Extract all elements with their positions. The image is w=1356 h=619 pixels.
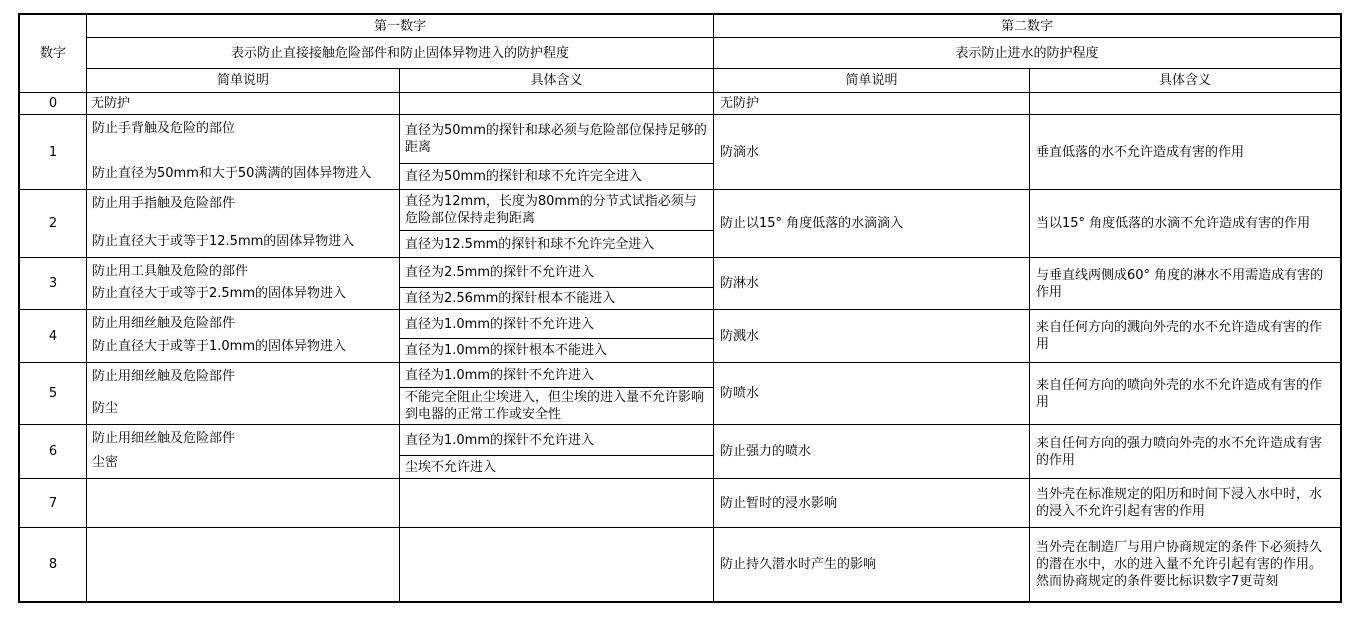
cell-text: 防止手背触及危险的部位 — [92, 121, 236, 136]
row-6-right-simple: 防止强力的喷水 — [714, 425, 1030, 479]
cell-text: 直径为50mm的探针和球必须与危险部位保持足够的距离 — [400, 115, 713, 164]
row-0-number: 0 — [20, 93, 87, 115]
cell-text: 不能完全阻止尘埃进入，但尘埃的进入量不允许影响到电器的正常工作或安全性 — [405, 390, 705, 422]
cell-text: 防止用手指触及危险部件 — [92, 196, 236, 211]
cell-text: 防止用细丝触及危险部件 — [92, 431, 236, 446]
row-8-right-meaning: 当外壳在制造厂与用户协商规定的条件下必须持久的潜在水中，水的进入量不允许引起有害的作用。然而协商规定的条件要比标识数字7更苛刻 — [1036, 540, 1323, 589]
row-1-left-simple — [87, 115, 400, 190]
cell-text: 尘密 — [92, 455, 119, 470]
header-second-digit-subtitle: 表示防止进水的防护程度 — [714, 38, 1340, 69]
row-7-number: 7 — [20, 479, 87, 528]
row-6-left-simple — [87, 425, 400, 479]
row-8-right-simple: 防止持久潜水时产生的影响 — [714, 528, 1030, 601]
row-5-left-meaning — [400, 363, 714, 425]
row-2-right-meaning: 当以15° 角度低落的水滴不允许造成有害的作用 — [1030, 190, 1340, 258]
row-0-left-simple — [87, 93, 400, 115]
cell-text: 直径为50mm的探针和球不允许完全进入 — [405, 169, 642, 184]
row-1-left-meaning — [400, 115, 714, 190]
row-1-right-meaning: 垂直低落的水不允许造成有害的作用 — [1030, 115, 1340, 190]
cell-text: 防止直径为50mm和大于50满满的固体异物进入 — [92, 166, 372, 181]
row-8-number: 8 — [20, 528, 87, 601]
cell-text: 防止用细丝触及危险部件 — [92, 369, 236, 384]
row-4-left-simple — [87, 310, 400, 363]
header-first-digit-subtitle: 表示防止直接接触危险部件和防止固体异物进入的防护程度 — [87, 38, 714, 69]
header-right-meaning: 具体含义 — [1030, 69, 1340, 93]
header-number-column: 数字 — [20, 15, 87, 93]
row-3-right-meaning: 与垂直线两侧成60° 角度的淋水不用需造成有害的作用 — [1030, 258, 1340, 310]
header-right-simple: 简单说明 — [714, 69, 1030, 93]
row-5-left-simple — [87, 363, 400, 425]
header-left-simple: 简单说明 — [87, 69, 400, 93]
row-1-right-simple: 防滴水 — [714, 115, 1030, 190]
row-5-right-meaning: 来自任何方向的喷向外壳的水不允许造成有害的作用 — [1030, 363, 1340, 425]
row-6-right-meaning: 来自任何方向的强力喷向外壳的水不允许造成有害的作用 — [1030, 425, 1340, 479]
cell-text: 防止直径大于或等于12.5mm的固体异物进入 — [92, 234, 355, 249]
row-4-right-simple: 防溅水 — [714, 310, 1030, 363]
row-7-right-meaning: 当外壳在标准规定的阳历和时间下浸入水中时，水的浸入不允许引起有害的作用 — [1030, 479, 1340, 528]
header-first-digit-title: 第一数字 — [87, 15, 714, 38]
row-3-right-simple: 防淋水 — [714, 258, 1030, 310]
row-8-left-meaning — [400, 528, 714, 601]
row-3-left-simple — [87, 258, 400, 310]
cell-text: 直径为2.5mm的探针不允许进入 — [400, 258, 713, 288]
row-7-left-meaning — [400, 479, 714, 528]
row-0-left-meaning — [400, 93, 714, 115]
cell-text: 尘埃不允许进入 — [405, 459, 497, 475]
header-left-meaning: 具体含义 — [400, 69, 714, 93]
row-6-left-meaning — [400, 425, 714, 479]
row-8-left-simple — [87, 528, 400, 601]
row-7-right-simple: 防止暂时的浸水影响 — [714, 479, 1030, 528]
cell-text: 直径为12.5mm的探针和球不允许完全进入 — [405, 236, 655, 252]
row-6-number: 6 — [20, 425, 87, 479]
cell-text: 直径为2.56mm的探针根本不能进入 — [405, 291, 616, 306]
cell-text: 防止用细丝触及危险部件 — [92, 316, 236, 331]
row-5-right-simple: 防喷水 — [714, 363, 1030, 425]
row-2-left-meaning — [400, 190, 714, 258]
row-7-left-simple — [87, 479, 400, 528]
cell-text: 防止直径大于或等于1.0mm的固体异物进入 — [92, 339, 347, 354]
cell-text: 直径为1.0mm的探针不允许进入 — [400, 425, 713, 456]
cell-text: 防止用工具触及危险的部件 — [92, 264, 249, 279]
cell-text: 防尘 — [92, 401, 119, 416]
cell-text: 直径为1.0mm的探针不允许进入 — [400, 310, 713, 339]
row-4-left-meaning — [400, 310, 714, 363]
row-5-number: 5 — [20, 363, 87, 425]
row-2-right-simple: 防止以15° 角度低落的水滴滴入 — [714, 190, 1030, 258]
row-1-number: 1 — [20, 115, 87, 190]
row-4-right-meaning: 来自任何方向的溅向外壳的水不允许造成有害的作用 — [1030, 310, 1340, 363]
cell-text: 直径为12mm，长度为80mm的分节式试指必须与危险部位保持走狗距离 — [400, 190, 713, 231]
cell-text: 直径为1.0mm的探针不允许进入 — [400, 363, 713, 388]
row-2-left-simple — [87, 190, 400, 258]
ip-rating-table — [18, 13, 1342, 603]
row-4-number: 4 — [20, 310, 87, 363]
row-0-right-meaning — [1030, 93, 1340, 115]
row-3-left-meaning — [400, 258, 714, 310]
row-0-right-simple: 无防护 — [714, 93, 1030, 115]
cell-text: 直径为1.0mm的探针根本不能进入 — [405, 343, 608, 358]
row-2-number: 2 — [20, 190, 87, 258]
cell-text: 防止直径大于或等于2.5mm的固体异物进入 — [92, 286, 347, 301]
header-second-digit-title: 第二数字 — [714, 15, 1340, 38]
cell-text: 无防护 — [91, 96, 131, 111]
row-3-number: 3 — [20, 258, 87, 310]
